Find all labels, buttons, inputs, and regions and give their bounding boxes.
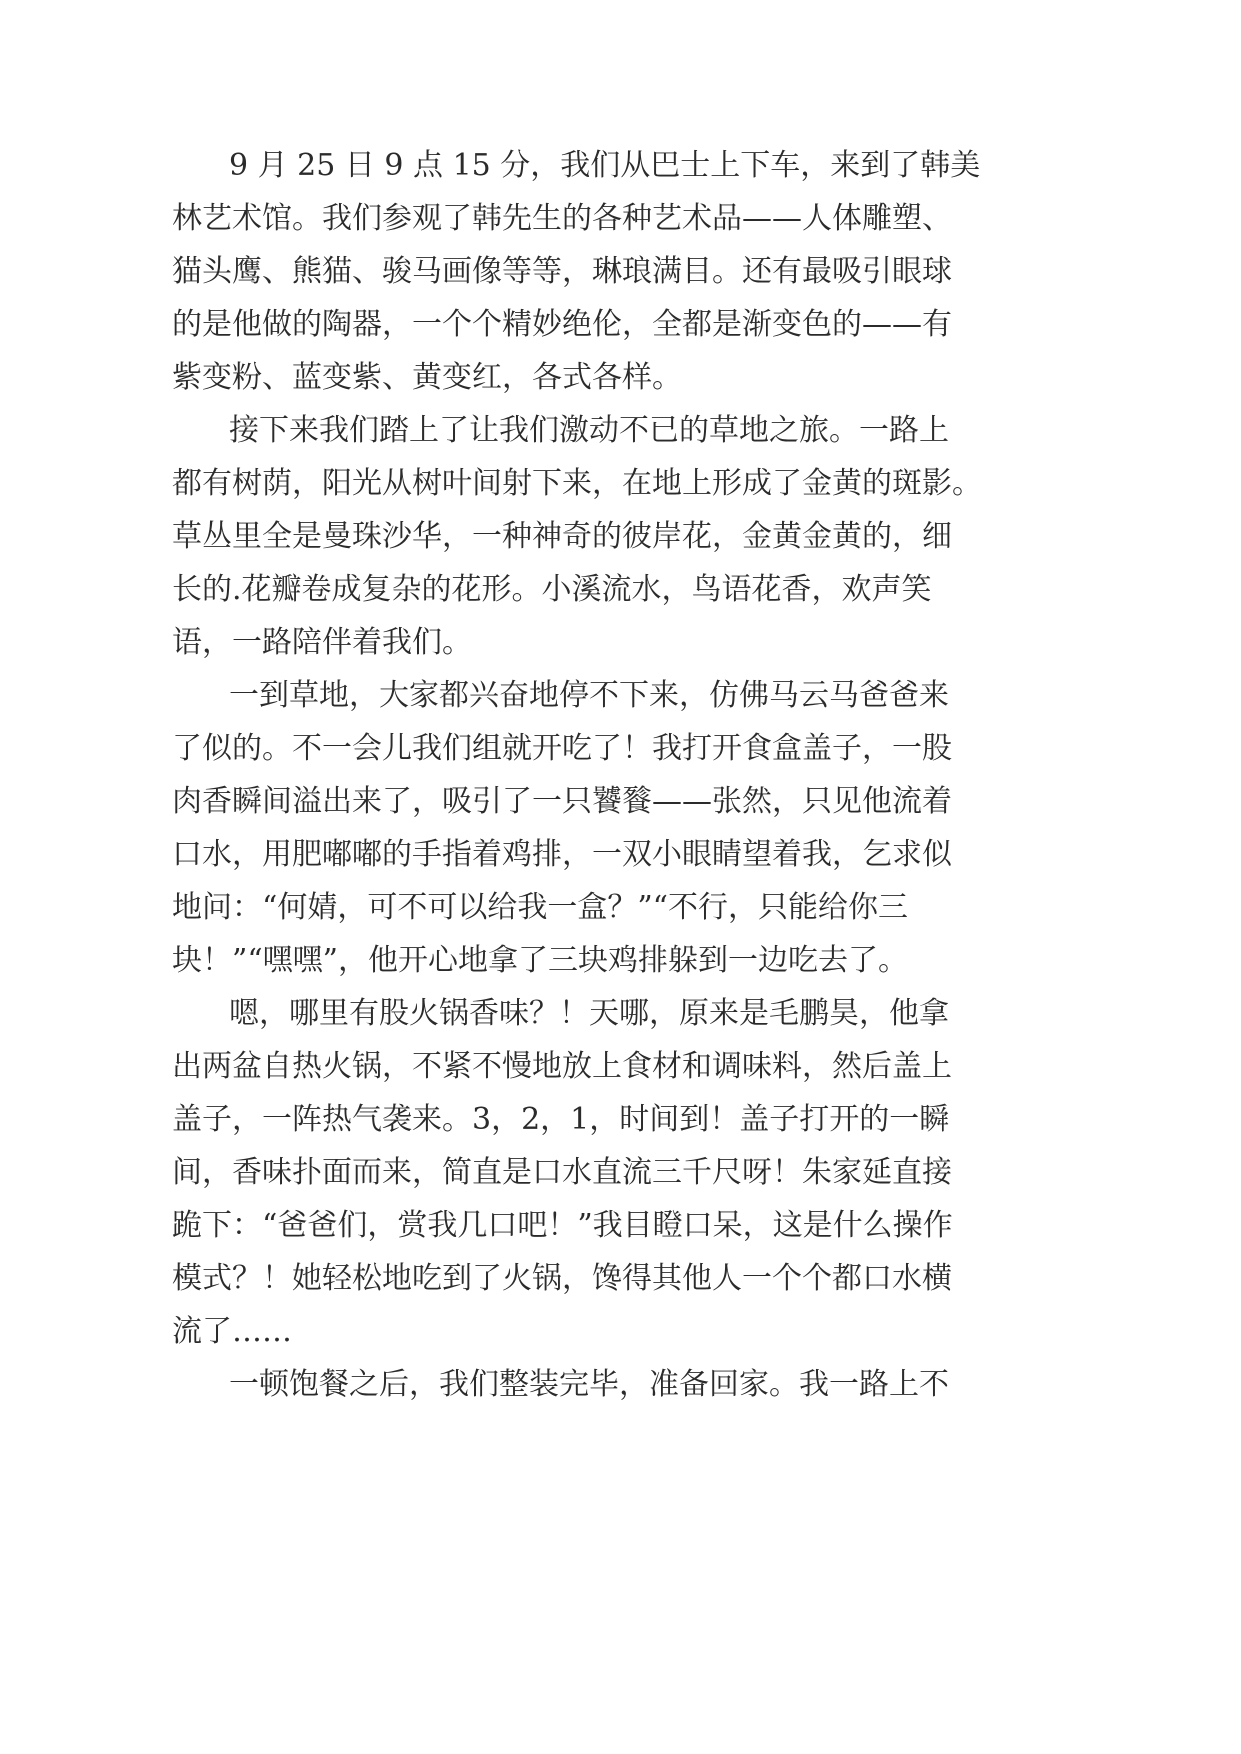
text-line: 间，香味扑面而来，简直是口水直流三千尺呀！朱家延直接: [172, 1155, 952, 1190]
text-line: 猫头鹰、熊猫、骏马画像等等，琳琅满目。还有最吸引眼球: [172, 254, 952, 289]
text-line: 嗯，哪里有股火锅香味？！天哪，原来是毛鹏昊，他拿: [229, 996, 949, 1031]
text-line: 草丛里全是曼珠沙华，一种神奇的彼岸花，金黄金黄的，细: [172, 519, 952, 554]
text-line: 林艺术馆。我们参观了韩先生的各种艺术品——人体雕塑、: [172, 201, 952, 236]
text-line: 地问：“何婧，可不可以给我一盒？”“不行，只能给你三: [172, 890, 909, 925]
text-line: 一顿饱餐之后，我们整装完毕，准备回家。我一路上不: [229, 1367, 949, 1402]
text-line: 肉香瞬间溢出来了，吸引了一只饕餮——张然，只见他流着: [172, 784, 952, 819]
text-line: 模式？！她轻松地吃到了火锅，馋得其他人一个个都口水横: [172, 1261, 952, 1296]
text-line: 跪下：“爸爸们，赏我几口吧！”我目瞪口呆，这是什么操作: [172, 1208, 953, 1243]
text-line: 都有树荫，阳光从树叶间射下来，在地上形成了金黄的斑影。: [172, 466, 982, 501]
text-line: 一到草地，大家都兴奋地停不下来，仿佛马云马爸爸来: [229, 678, 949, 713]
text-line: 块！”“嘿嘿”，他开心地拿了三块鸡排躲到一边吃去了。: [172, 943, 909, 978]
text-line: 紫变粉、蓝变紫、黄变红，各式各样。: [172, 360, 682, 395]
text-line: 的是他做的陶器，一个个精妙绝伦，全都是渐变色的——有: [172, 307, 952, 342]
text-line: 流了……: [172, 1314, 292, 1349]
text-line: 接下来我们踏上了让我们激动不已的草地之旅。一路上: [229, 413, 949, 448]
text-line: 口水，用肥嘟嘟的手指着鸡排，一双小眼睛望着我，乞求似: [172, 837, 952, 872]
text-line: 长的.花瓣卷成复杂的花形。小溪流水，鸟语花香，欢声笑: [172, 572, 932, 607]
text-line: 出两盆自热火锅，不紧不慢地放上食材和调味料，然后盖上: [172, 1049, 952, 1084]
text-line: 盖子，一阵热气袭来。3，2，1，时间到！盖子打开的一瞬: [172, 1102, 950, 1137]
text-line: 9 月 25 日 9 点 15 分，我们从巴士上下车，来到了韩美: [229, 148, 981, 183]
text-line: 语，一路陪伴着我们。: [172, 625, 472, 660]
text-line: 了似的。不一会儿我们组就开吃了！我打开食盒盖子，一股: [172, 731, 952, 766]
